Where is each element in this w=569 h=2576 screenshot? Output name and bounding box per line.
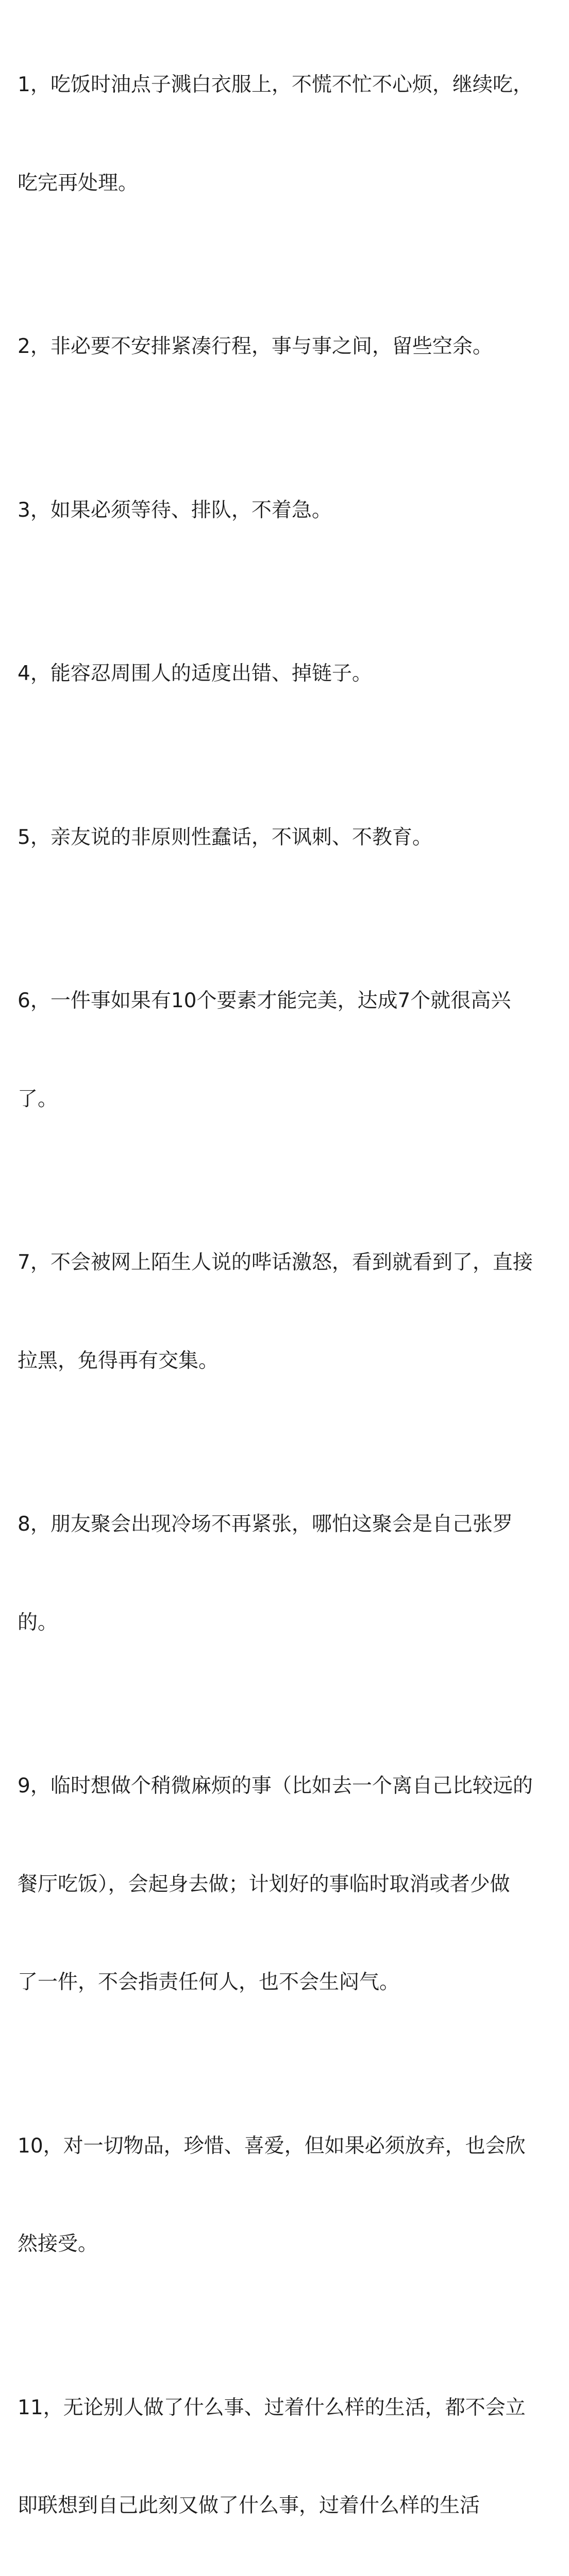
list-item-6 <box>18 919 565 1181</box>
item-11-line-1: 11，无论别人做了什么事、过着什么样的生活，都不会立 <box>18 2392 565 2425</box>
item-8-line-2: 的。 <box>18 1606 565 1639</box>
list-item-2 <box>18 265 565 429</box>
list-item-7 <box>18 1181 565 1443</box>
list-item-4 <box>18 592 565 756</box>
item-10-line-1: 10，对一切物品，珍惜、喜爱，但如果必须放弃，也会欣 <box>18 2130 565 2163</box>
list-item-11 <box>18 2326 565 2576</box>
list-item-10 <box>18 2064 565 2326</box>
item-9-line-2: 餐厅吃饭），会起身去做；计划好的事临时取消或者少做 <box>18 1868 565 1901</box>
item-1-line-2: 吃完再处理。 <box>18 167 565 200</box>
item-1-line-1: 1，吃饭时油点子溅白衣服上，不慌不忙不心烦，继续吃， <box>18 69 565 101</box>
item-9-line-1: 9，临时想做个稍微麻烦的事（比如去一个离自己比较远的 <box>18 1770 565 1803</box>
item-6-line-2: 了。 <box>18 1083 565 1116</box>
item-2-line-1: 2，非必要不安排紧凑行程，事与事之间，留些空余。 <box>18 330 565 363</box>
list-item-1 <box>18 3 565 265</box>
item-4-line-1: 4，能容忍周围人的适度出错、掉链子。 <box>18 657 565 690</box>
item-9-line-3: 了一件，不会指责任何人，也不会生闷气。 <box>18 1966 565 1999</box>
item-5-line-1: 5，亲友说的非原则性蠢话，不讽刺、不教育。 <box>18 821 565 854</box>
note-list <box>18 3 565 2576</box>
list-item-3 <box>18 429 565 592</box>
item-11-line-2: 即联想到自己此刻又做了什么事，过着什么样的生活 <box>18 2489 565 2522</box>
item-3-line-1: 3，如果必须等待、排队，不着急。 <box>18 494 565 527</box>
list-item-5 <box>18 756 565 920</box>
item-7-line-1: 7，不会被网上陌生人说的哔话激怒，看到就看到了，直接 <box>18 1246 565 1279</box>
item-6-line-1: 6，一件事如果有10个要素才能完美，达成7个就很高兴 <box>18 985 565 1018</box>
list-item-8 <box>18 1443 565 1704</box>
item-8-line-1: 8，朋友聚会出现冷场不再紧张，哪怕这聚会是自己张罗 <box>18 1508 565 1541</box>
item-10-line-2: 然接受。 <box>18 2228 565 2261</box>
item-7-line-2: 拉黑，免得再有交集。 <box>18 1345 565 1378</box>
list-item-9 <box>18 1704 565 2064</box>
